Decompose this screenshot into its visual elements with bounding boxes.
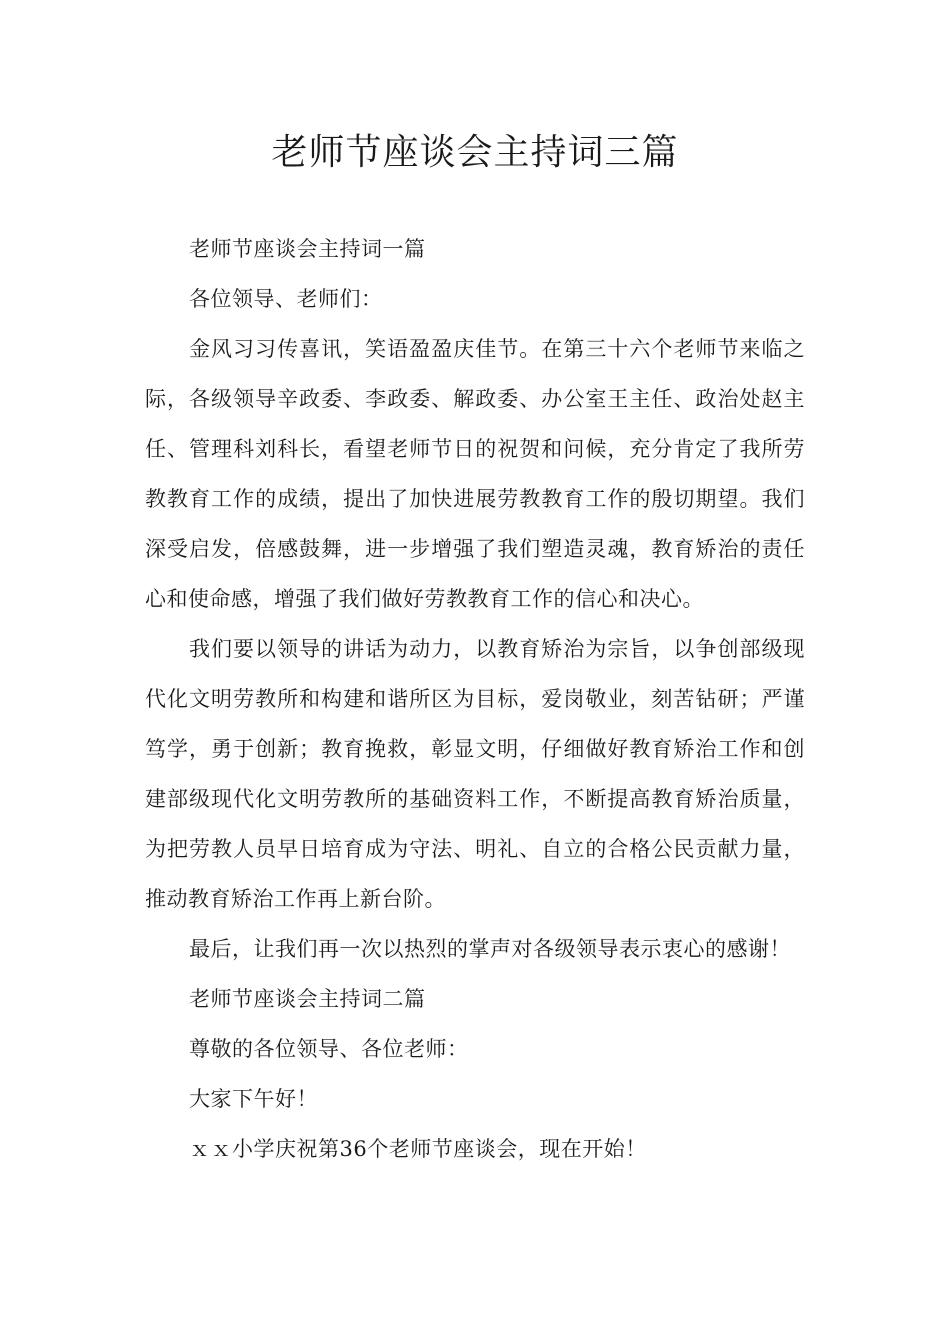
paragraph-opening: 金风习习传喜讯，笑语盈盈庆佳节。在第三十六个老师节来临之际，各级领导辛政委、李政委、解政委、办公室王主任、政治处赵主任、管理科刘科长，看望老师节日的祝贺和问候，充分肯定了我所劳教教育工作的成绩，提出了加快进展劳教教育工作的殷切期望。我们深受启发，倍感鼓舞，进一步增强了我们塑造灵魂，教育矫治的责任心和使命感，增强了我们做好劳教教育工作的信心和决心。 — [145, 337, 805, 611]
document-title: 老师节座谈会主持词三篇 — [271, 132, 679, 173]
meeting-opening-line: ｘｘ小学庆祝第36个老师节座谈会，现在开始！ — [189, 1137, 647, 1161]
section-heading-one: 老师节座谈会主持词一篇 — [189, 237, 426, 261]
section-heading-two: 老师节座谈会主持词二篇 — [189, 987, 426, 1011]
paragraph-commitment: 我们要以领导的讲话为动力，以教育矫治为宗旨，以争创部级现代化文明劳教所和构建和谐所区为目标，爱岗敬业，刻苦钻研；严谨笃学，勇于创新；教育挽救，彰显文明，仔细做好教育矫治工作和创建部级现代化文明劳教所的基础资料工作，不断提高教育矫治质量，为把劳教人员早日培育成为守法、明礼、自立的合格公民贡献力量，推动教育矫治工作再上新台阶。 — [145, 637, 805, 911]
salutation-two: 尊敬的各位领导、各位老师： — [189, 1037, 469, 1061]
document-body — [145, 224, 805, 1174]
greeting: 大家下午好！ — [189, 1087, 318, 1111]
paragraph-closing-thanks: 最后，让我们再一次以热烈的掌声对各级领导表示衷心的感谢！ — [189, 937, 791, 961]
salutation-one: 各位领导、老师们： — [189, 287, 383, 311]
